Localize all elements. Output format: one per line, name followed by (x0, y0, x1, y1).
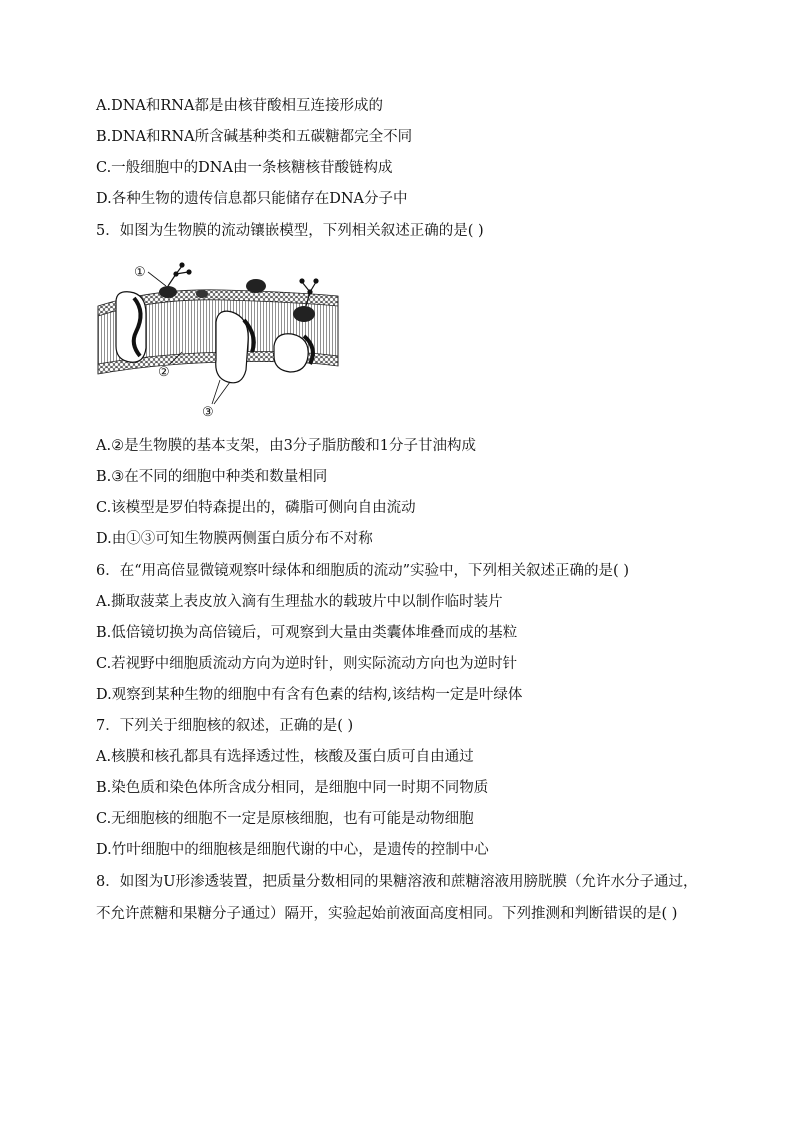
q6-stem: 6．在“用高倍显微镜观察叶绿体和细胞质的流动”实验中，下列相关叙述正确的是( ) (96, 563, 629, 579)
q6-option-b: B.低倍镜切换为高倍镜后，可观察到大量由类囊体堆叠而成的基粒 (96, 625, 518, 641)
q7-option-d: D.竹叶细胞中的细胞核是细胞代谢的中心，是遗传的控制中心 (96, 842, 489, 858)
q4-option-b: B.DNA和RNA所含碱基种类和五碳糖都完全不同 (96, 129, 413, 145)
protein-left (116, 292, 146, 363)
q7-option-b: B.染色质和染色体所含成分相同，是细胞中同一时期不同物质 (96, 780, 489, 796)
q4-option-c: C.一般细胞中的DNA由一条核糖核苷酸链构成 (96, 160, 393, 176)
q5-stem: 5．如图为生物膜的流动镶嵌模型，下列相关叙述正确的是( ) (96, 223, 484, 239)
peripheral-protein-4 (196, 290, 208, 298)
q5-option-d: D.由①③可知生物膜两侧蛋白质分布不对称 (96, 531, 373, 547)
q6-option-a: A.撕取菠菜上表皮放入滴有生理盐水的载玻片中以制作临时装片 (96, 594, 503, 610)
peripheral-protein-1 (159, 286, 177, 298)
q5-option-a: A.②是生物膜的基本支架，由3分子脂肪酸和1分子甘油构成 (96, 438, 477, 454)
figure-label-3: ③ (202, 405, 214, 420)
q7-stem: 7．下列关于细胞核的叙述，正确的是( ) (96, 718, 354, 734)
protein-right (274, 334, 308, 372)
figure-label-1: ① (134, 265, 146, 280)
q5-option-c: C.该模型是罗伯特森提出的，磷脂可侧向自由流动 (96, 500, 416, 516)
peripheral-protein-2 (246, 279, 266, 293)
q4-option-d: D.各种生物的遗传信息都只能储存在DNA分子中 (96, 191, 408, 207)
glycoprotein-chain-left (168, 263, 191, 286)
q4-option-a: A.DNA和RNA都是由核苷酸相互连接形成的 (96, 98, 383, 114)
peripheral-protein-3 (293, 306, 315, 322)
q8-stem: 8．如图为U形渗透装置，把质量分数相同的果糖溶液和蔗糖溶液用膀胱膜（允许水分子通过，不允许蔗糖和果糖分子通过）隔开，实验起始前液面高度相同。下列推测和判断错误的是( ) (96, 874, 698, 922)
q7-option-c: C.无细胞核的细胞不一定是原核细胞，也有可能是动物细胞 (96, 811, 474, 827)
q6-option-c: C.若视野中细胞质流动方向为逆时针，则实际流动方向也为逆时针 (96, 656, 518, 672)
membrane-model-figure (94, 252, 344, 424)
q5-option-b: B.③在不同的细胞中种类和数量相同 (96, 469, 328, 485)
figure-label-2: ② (158, 365, 170, 380)
q7-option-a: A.核膜和核孔都具有选择透过性，核酸及蛋白质可自由通过 (96, 749, 474, 765)
q6-option-d: D.观察到某种生物的细胞中有含有色素的结构,该结构一定是叶绿体 (96, 687, 523, 703)
